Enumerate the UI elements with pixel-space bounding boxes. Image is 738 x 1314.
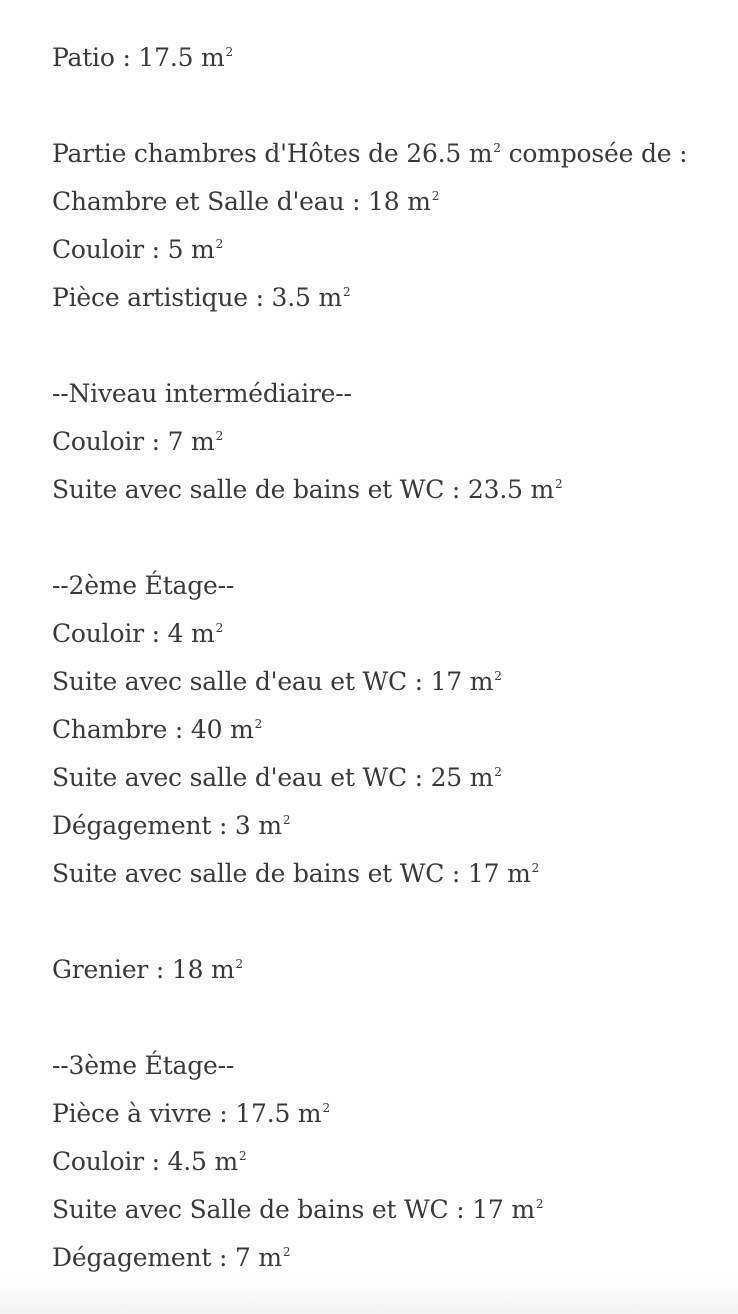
squared-superscript: 2: [322, 1100, 330, 1115]
room-line: [52, 802, 712, 850]
line-text-after: composée de :: [500, 139, 688, 168]
squared-superscript: 2: [342, 284, 351, 299]
line-text: Dégagement : 3 m: [52, 811, 282, 840]
room-line: [52, 1138, 712, 1186]
room-line: [52, 274, 712, 322]
line-text: Partie chambres d'Hôtes de 26.5 m: [52, 139, 493, 168]
line-text: Pièce artistique : 3.5 m: [52, 283, 342, 312]
room-line: [52, 34, 712, 82]
squared-superscript: 2: [494, 764, 502, 779]
line-text: Suite avec salle d'eau et WC : 17 m: [52, 667, 494, 696]
squared-superscript: 2: [282, 812, 291, 827]
room-line: [52, 850, 712, 898]
line-text: Suite avec salle d'eau et WC : 25 m: [52, 763, 494, 792]
squared-superscript: 2: [215, 620, 223, 635]
blank-line: [52, 514, 712, 562]
squared-superscript: 2: [239, 1148, 247, 1163]
room-line: [52, 610, 712, 658]
squared-superscript: 2: [494, 668, 502, 683]
line-text: --2ème Étage--: [52, 571, 235, 600]
line-text: --Niveau intermédiaire--: [52, 379, 352, 408]
squared-superscript: 2: [431, 188, 440, 203]
line-text: Suite avec Salle de bains et WC : 17 m: [52, 1195, 535, 1224]
room-line: [52, 418, 712, 466]
room-line: [52, 1186, 712, 1234]
room-line: [52, 178, 712, 226]
line-text: Couloir : 5 m: [52, 235, 215, 264]
squared-superscript: 2: [531, 860, 540, 875]
floor-heading: [52, 562, 712, 610]
squared-superscript: 2: [493, 140, 501, 155]
squared-superscript: 2: [225, 44, 233, 59]
room-line: [52, 706, 712, 754]
floor-heading: [52, 370, 712, 418]
line-text: Couloir : 7 m: [52, 427, 215, 456]
line-text: Chambre et Salle d'eau : 18 m: [52, 187, 431, 216]
floor-heading: [52, 1042, 712, 1090]
room-line: [52, 658, 712, 706]
room-line: [52, 754, 712, 802]
line-text: --3ème Étage--: [52, 1051, 235, 1080]
room-line: [52, 1090, 712, 1138]
line-text: Suite avec salle de bains et WC : 23.5 m: [52, 475, 555, 504]
line-text: Pièce à vivre : 17.5 m: [52, 1099, 322, 1128]
room-line: [52, 466, 712, 514]
line-text: Couloir : 4.5 m: [52, 1147, 239, 1176]
room-line: [52, 946, 712, 994]
squared-superscript: 2: [235, 956, 243, 971]
room-line: [52, 226, 712, 274]
squared-superscript: 2: [215, 236, 223, 251]
squared-superscript: 2: [282, 1244, 291, 1259]
line-text: Suite avec salle de bains et WC : 17 m: [52, 859, 531, 888]
squared-superscript: 2: [555, 476, 563, 491]
line-text: Patio : 17.5 m: [52, 43, 225, 72]
blank-line: [52, 322, 712, 370]
blank-line: [52, 82, 712, 130]
line-text: Couloir : 4 m: [52, 619, 215, 648]
bottom-fade: [0, 1274, 738, 1314]
squared-superscript: 2: [535, 1196, 544, 1211]
surface-list: [52, 34, 712, 1282]
room-line: [52, 130, 712, 178]
squared-superscript: 2: [215, 428, 223, 443]
line-text: Chambre : 40 m: [52, 715, 254, 744]
line-text: Grenier : 18 m: [52, 955, 235, 984]
line-text: Dégagement : 7 m: [52, 1243, 282, 1272]
squared-superscript: 2: [254, 716, 263, 731]
blank-line: [52, 898, 712, 946]
blank-line: [52, 994, 712, 1042]
